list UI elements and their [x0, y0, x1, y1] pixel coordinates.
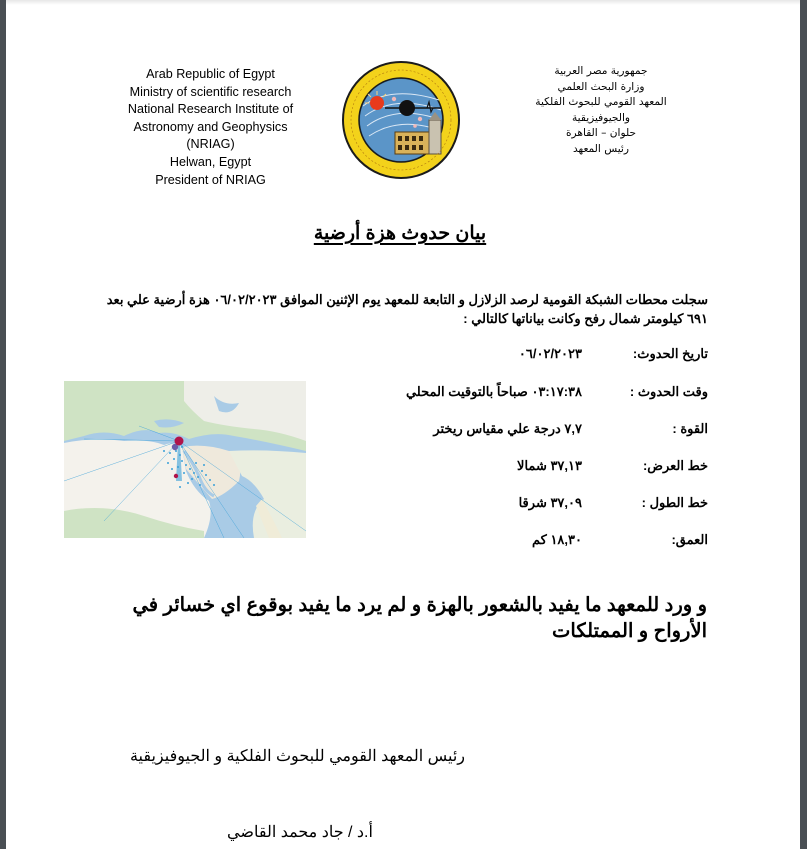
signatory-name: أ.د / جاد محمد القاضي — [227, 824, 373, 841]
field-value-date: ٠٦/٠٢/٢٠٢٣ — [518, 346, 582, 361]
field-value-longitude: ٣٧,٠٩ شرقا — [518, 495, 582, 510]
field-label-longitude: خط الطول : — [641, 495, 708, 510]
field-value-depth: ١٨,٣٠ كم — [532, 532, 582, 547]
nriag-emblem-icon — [341, 60, 461, 180]
signatory-title: رئيس المعهد القومي للبحوث الفلكية و الجيوفيزيقية — [129, 748, 466, 765]
field-label-latitude: خط العرض: — [642, 458, 708, 473]
english-letterhead — [108, 66, 313, 189]
letterhead-line: حلوان – القاهرة — [565, 127, 637, 140]
field-value-latitude: ٣٧,١٣ شمالا — [517, 458, 582, 473]
document-title-text: بيان حدوث هزة أرضية — [313, 223, 487, 244]
letterhead-line: Ministry of scientific research — [129, 84, 292, 99]
letterhead-line: President of NRIAG — [155, 172, 266, 187]
letterhead-line: والجيوفيزيقية — [571, 111, 631, 124]
field-value-time: ٠٣:١٧:٣٨ صباحاً بالتوقيت المحلي — [405, 384, 582, 399]
letterhead-line: (NRIAG) — [186, 137, 235, 152]
letterhead-line: National Research Institute of — [127, 102, 294, 117]
field-label-depth: العمق: — [671, 532, 708, 547]
page-top-shadow — [6, 0, 800, 5]
viewer-right-border — [800, 0, 807, 849]
field-label-date: تاريخ الحدوث: — [632, 346, 708, 361]
damage-statement: و ورد للمعهد ما يفيد بالشعور بالهزة و لم يرد ما يفيد بوقوع اي خسائر في الأرواح و الممتلكات — [132, 594, 707, 642]
letterhead-line: جمهورية مصر العربية — [554, 65, 648, 77]
viewer-left-border — [0, 0, 6, 849]
letterhead-line: Helwan, Egypt — [169, 154, 252, 169]
field-label-magnitude: القوة : — [672, 421, 708, 436]
letterhead-line: المعهد القومي للبحوث الفلكية — [535, 96, 667, 109]
letterhead-line: Astronomy and Geophysics — [133, 119, 288, 134]
document-title — [300, 222, 500, 245]
intro-paragraph: سجلت محطات الشبكة القومية لرصد الزلازل و التابعة للمعهد يوم الإثنين الموافق ٠٦/٠٢/٢٠٢٣ هزة أرضية علي بعد ٦٩١ كيلومتر شمال رفح وكانت بياناتها كالتالي : — [106, 292, 708, 326]
arabic-letterhead — [518, 64, 684, 158]
letterhead-line: Arab Republic of Egypt — [146, 67, 275, 81]
field-label-time: وقت الحدوث : — [629, 384, 708, 399]
letterhead-line: وزارة البحث العلمي — [557, 80, 645, 93]
field-value-magnitude: ٧,٧ درجة علي مقياس ريختر — [433, 421, 582, 436]
letterhead-line: رئيس المعهد — [573, 142, 629, 155]
earthquake-felt-reports-map — [64, 381, 306, 538]
